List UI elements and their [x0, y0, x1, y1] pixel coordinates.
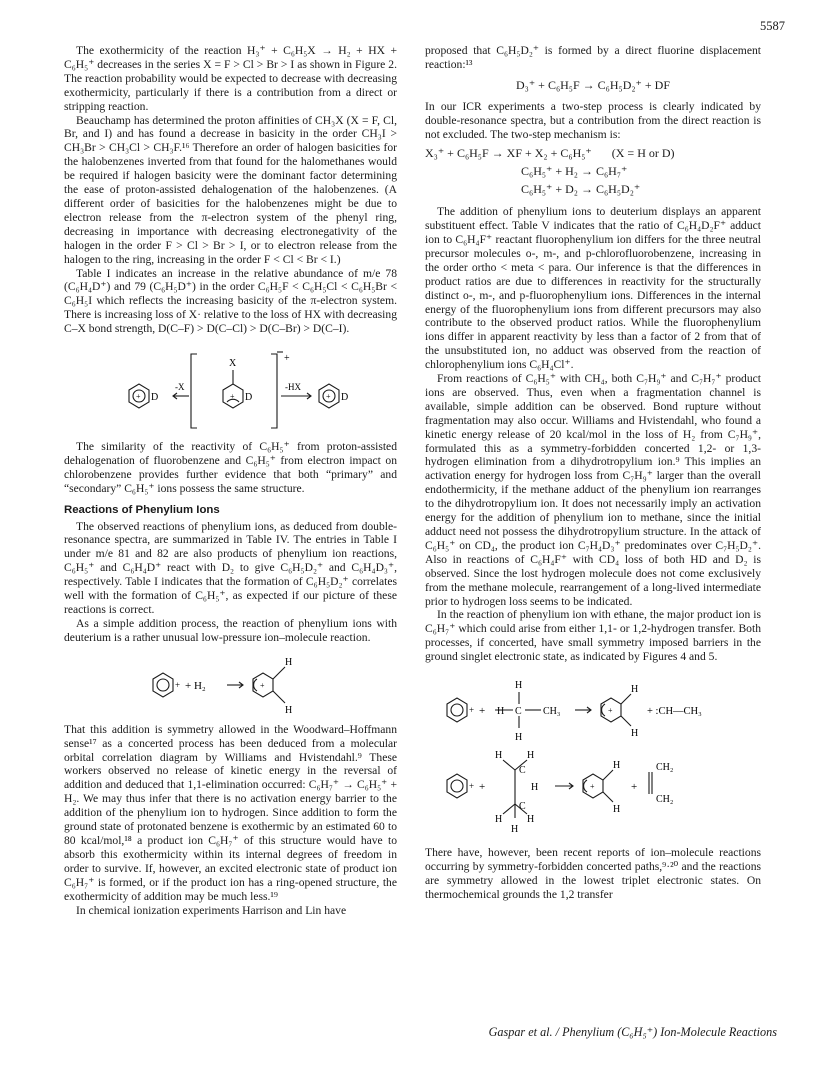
plus-label: + [479, 781, 486, 794]
ch3-label: CH₃ [543, 706, 561, 718]
page-number: 5587 [760, 19, 785, 33]
paragraph: The similarity of the reactivity of C₆H₅⁺ from proton-assisted dehalogenation of fluorobenzene and C₆H₅⁺ from electron impact on chlorobenzene provides further evidence that both “primary” and “secondary” C₆H₅⁺ ions possess the same structure. [64, 440, 397, 495]
ch2-label: CH₂ [656, 762, 674, 774]
paragraph: That this addition is symmetry allowed in the Woodward–Hoffmann sense¹⁷ as a concerted process has been deduced from a molecular orbital correlation diagram by Williams and Hvistendahl.⁹ These workers observed no release of kinetic energy in the reversal of addition and deduced that 1,1-elimination occurred: C₆H₇⁺ → C₆H₅⁺ + H₂. We may thus infer that there is no activation energy barrier to the addition of the phenylium ion to hydrogen. Since addition to form the ground state of protonated benzene is exothermic by an estimated 60 to 80 kcal/mol,¹⁸ a product ion C₆H₇⁺ of this structure would have to absorb this exothermicity within its internal degrees of freedom in order to survive. If, however, an excited electronic state of product ion C₆H₇⁺ is formed, or if the product ion has a ring-opened structure, the exothermicity of addition may be much less.¹⁹ [64, 722, 397, 903]
running-footer: Gaspar et al. / Phenylium (C₆H₅⁺) Ion-Molecule Reactions [488, 1025, 777, 1039]
ethane-reaction-scheme [433, 670, 753, 840]
paragraph: proposed that C₆H₅D₂⁺ is formed by a direct fluorine displacement reaction:¹³ [425, 44, 761, 71]
minus-hx-label: -HX [284, 382, 301, 393]
mechanism-condition: (X = H or D) [611, 146, 675, 161]
charge-label: + [259, 680, 265, 690]
paragraph: The exothermicity of the reaction H₃⁺ + C₆H₅X → H₂ + HX + C₆H₅⁺ decreases in the series X = F > Cl > Br > I as shown in Figure 2. The reaction probability would be expected to decrease with decreasing exothermicity, particularly if there is a contribution from a direct or stripping reaction. [64, 44, 397, 113]
paragraph: From reactions of C₆H₅⁺ with CH₄, both C₇H₉⁺ and C₇H₇⁺ product ions are observed. Thus, even when a fragmentation channel is available, simple addition can be observed. Bond rupture without fragmentation may also occur. Williams and Hvistendahl, who found a kinetic energy release of 20 kcal/mol in the loss of H₂ from C₇H₉⁺, formulated this as a symmetry-forbidden concerted 1,2- or 1,3-hydrogen elimination from a dihydrotropylium ion.⁹ This implies an activation energy for hydrogen loss from C₇H₉⁺ larger than the overall endothermicity, if the methane adduct of the phenylium ion rearranges to the dihydrotropylium ion. It does not necessarily imply an activation energy for the addition of phenylium ion to methane, since the initial adduct need not possess the dihydrotropylium structure. In the attack of C₆H₅⁺ on CD₄, the product ion C₇H₄D₃⁺ predominates over C₇H₅D₂⁺. Also in reactions of C₆H₄F⁺ with CD₄ loss of both HD and D₂ is observed. Since the lost hydrogen molecule does not come exclusively from the methane molecule, rearrangement of a long-lived intermediate prior to hydrogen loss seems to be indicated. [425, 372, 761, 608]
plus-label: + [479, 705, 486, 718]
mechanism-step: C₆H₅⁺ + H₂ → C₆H₇⁺ [521, 164, 628, 179]
h-label: H [631, 684, 639, 696]
h-label: H [515, 680, 523, 692]
paragraph: Table I indicates an increase in the relative abundance of m/e 78 (C₆H₄D⁺) and 79 (C₆H₅D⁺) in the order C₆H₅F < C₆H₅Cl < C₆H₅Br < C₆H₅I which reflects the increasing basicity of the π-electron system. There is increasing loss of X· relative to the loss of HX with decreasing C–X bond strength, D(C–F) > D(C–Cl) > D(C–Br) > D(C–I). [64, 266, 397, 336]
h-label: H [284, 704, 292, 716]
h-label: H [495, 814, 503, 826]
charge-label: + [135, 392, 141, 402]
paragraph: The observed reactions of phenylium ions, as deduced from double-resonance spectra, are summarized in Table IV. The entries in Table I under m/e 81 and 82 are also products of phenylium ion reactions, C₆H₅⁺ and C₆H₄D⁺ react with D₂ to give C₆H₅D₂⁺ and C₆H₄D₃⁺, respectively. Table I indicates that the formation of C₆H₅D₂⁺ correlates well with the formation of C₆H₅⁺, as expected if our picture of these reactions is correct. [64, 519, 397, 616]
plus-label: + [631, 781, 638, 794]
paragraph: As a simple addition process, the reaction of phenylium ions with deuterium is a rather unusual low-pressure ion–molecule reaction. [64, 616, 397, 644]
h-label: H [631, 728, 639, 740]
mechanism [425, 147, 761, 197]
h2-addition-scheme [131, 651, 331, 717]
c-label: C [519, 765, 526, 777]
h-label: H [497, 706, 505, 718]
paragraph: Beauchamp has determined the proton affinities of CH₃X (X = F, Cl, Br, and I) and has found a decrease in basicity in the order CH₃I > CH₃Br > CH₃Cl > CH₃F.¹⁶ Therefore an order of halogen basicities for the halobenzenes inverted from that found for the halomethanes would be required if halogen basicity were the dominant factor determining the ease of proton-assisted dehalogenation of the halobenzenes. (A different order of basicities for the halobenzenes might be due to electron release from the π-electron system of the phenyl ring, decreasing in importance with decreasing electronegativity of the halogen in the order F > Cl > Br > I, or to electron release from the halogen to the ring, increasing in the order F < Cl < Br < I.) [64, 113, 397, 266]
charge-label: + [469, 705, 475, 716]
mechanism-step: C₆H₅⁺ + D₂ → C₆H₅D₂⁺ [521, 182, 641, 197]
d-label: D [244, 392, 252, 404]
c-label: C [515, 706, 522, 718]
h-label: H [531, 782, 539, 794]
carbene-label: + :CH—CH₃ [647, 706, 702, 718]
paragraph: There have, however, been recent reports of ion–molecule reactions occurring by symmetry-forbidden concerted paths,⁹·²⁰ and the reactions are symmetry allowed in the lowest triplet electronic states. On thermochemical grounds the 1,2 transfer [425, 846, 761, 901]
c-label: C [519, 801, 526, 813]
mechanism-step: X₃⁺ + C₆H₅F → XF + X₂ + C₆H₅⁺ [425, 146, 592, 161]
h-label: H [495, 750, 503, 762]
h-label: H [613, 760, 621, 772]
charge-label: + [229, 392, 235, 402]
paragraph: In chemical ionization experiments Harrison and Lin have [76, 903, 347, 917]
paragraph: In our ICR experiments a two-step process is clearly indicated by double-resonance spectra, but a contribution from the direct reaction is not excluded. The two-step mechanism is: [425, 99, 761, 141]
paragraph: In the reaction of phenylium ion with ethane, the major product ion is C₆H₇⁺ which could arise from either 1,1- or 1,2-hydrogen transfer. Both processes, if concerted, have small symmetry imposed barriers in the ground singlet electronic state, as indicated by Figures 4 and 5. [425, 608, 761, 664]
left-column [64, 44, 397, 917]
charge-label: + [469, 781, 475, 792]
paragraph: The addition of phenylium ions to deuterium displays an apparent substituent effect. Table V indicates that the ratio of C₆H₄D₂F⁺ adduct ion to C₆H₄F⁺ reactant fluorophenylium ion differs for the three neutral precursor molecules o-, m-, and p-chlorofluorobenzene, increasing in the order ortho < meta < para. Our inference is that the differences in product ratios are due to differences in reactivity for the structurally distinct o-, m-, and p-fluorophenylium ions. Differences in the internal energy of the fluorophenylium ions from different precursors may also contribute to the observed product ratios. While the fluorophenylium ions differ in apparent reactivity by less than a factor of 2 from that of the unsubstituted ion, no adduct was observed from the reaction of chlorophenylium ions C₆H₄Cl⁺. [425, 205, 761, 372]
h-label: H [527, 750, 535, 762]
h-label: H [511, 824, 519, 836]
charge-label: + [325, 392, 331, 402]
plus-h2-label: + H₂ [184, 679, 206, 692]
h-label: H [527, 814, 535, 826]
d-label: D [340, 392, 348, 404]
section-heading: Reactions of Phenylium Ions [64, 503, 220, 516]
h-label: H [613, 804, 621, 816]
right-column [425, 44, 761, 902]
minus-x-label: -X [174, 382, 184, 393]
equation: D₃⁺ + C₆H₅F → C₆H₅D₂⁺ + DF [516, 77, 670, 92]
d-label: D [150, 392, 158, 404]
charge-label: + [174, 679, 180, 690]
charge-label: + [283, 353, 290, 365]
x-label: X [228, 358, 236, 370]
charge-label: + [590, 782, 595, 792]
charge-label: + [608, 706, 613, 716]
ch2-label: CH₂ [656, 794, 674, 806]
h-label: H [515, 732, 523, 744]
dehalogenation-scheme [101, 342, 361, 434]
h-label: H [284, 656, 292, 668]
